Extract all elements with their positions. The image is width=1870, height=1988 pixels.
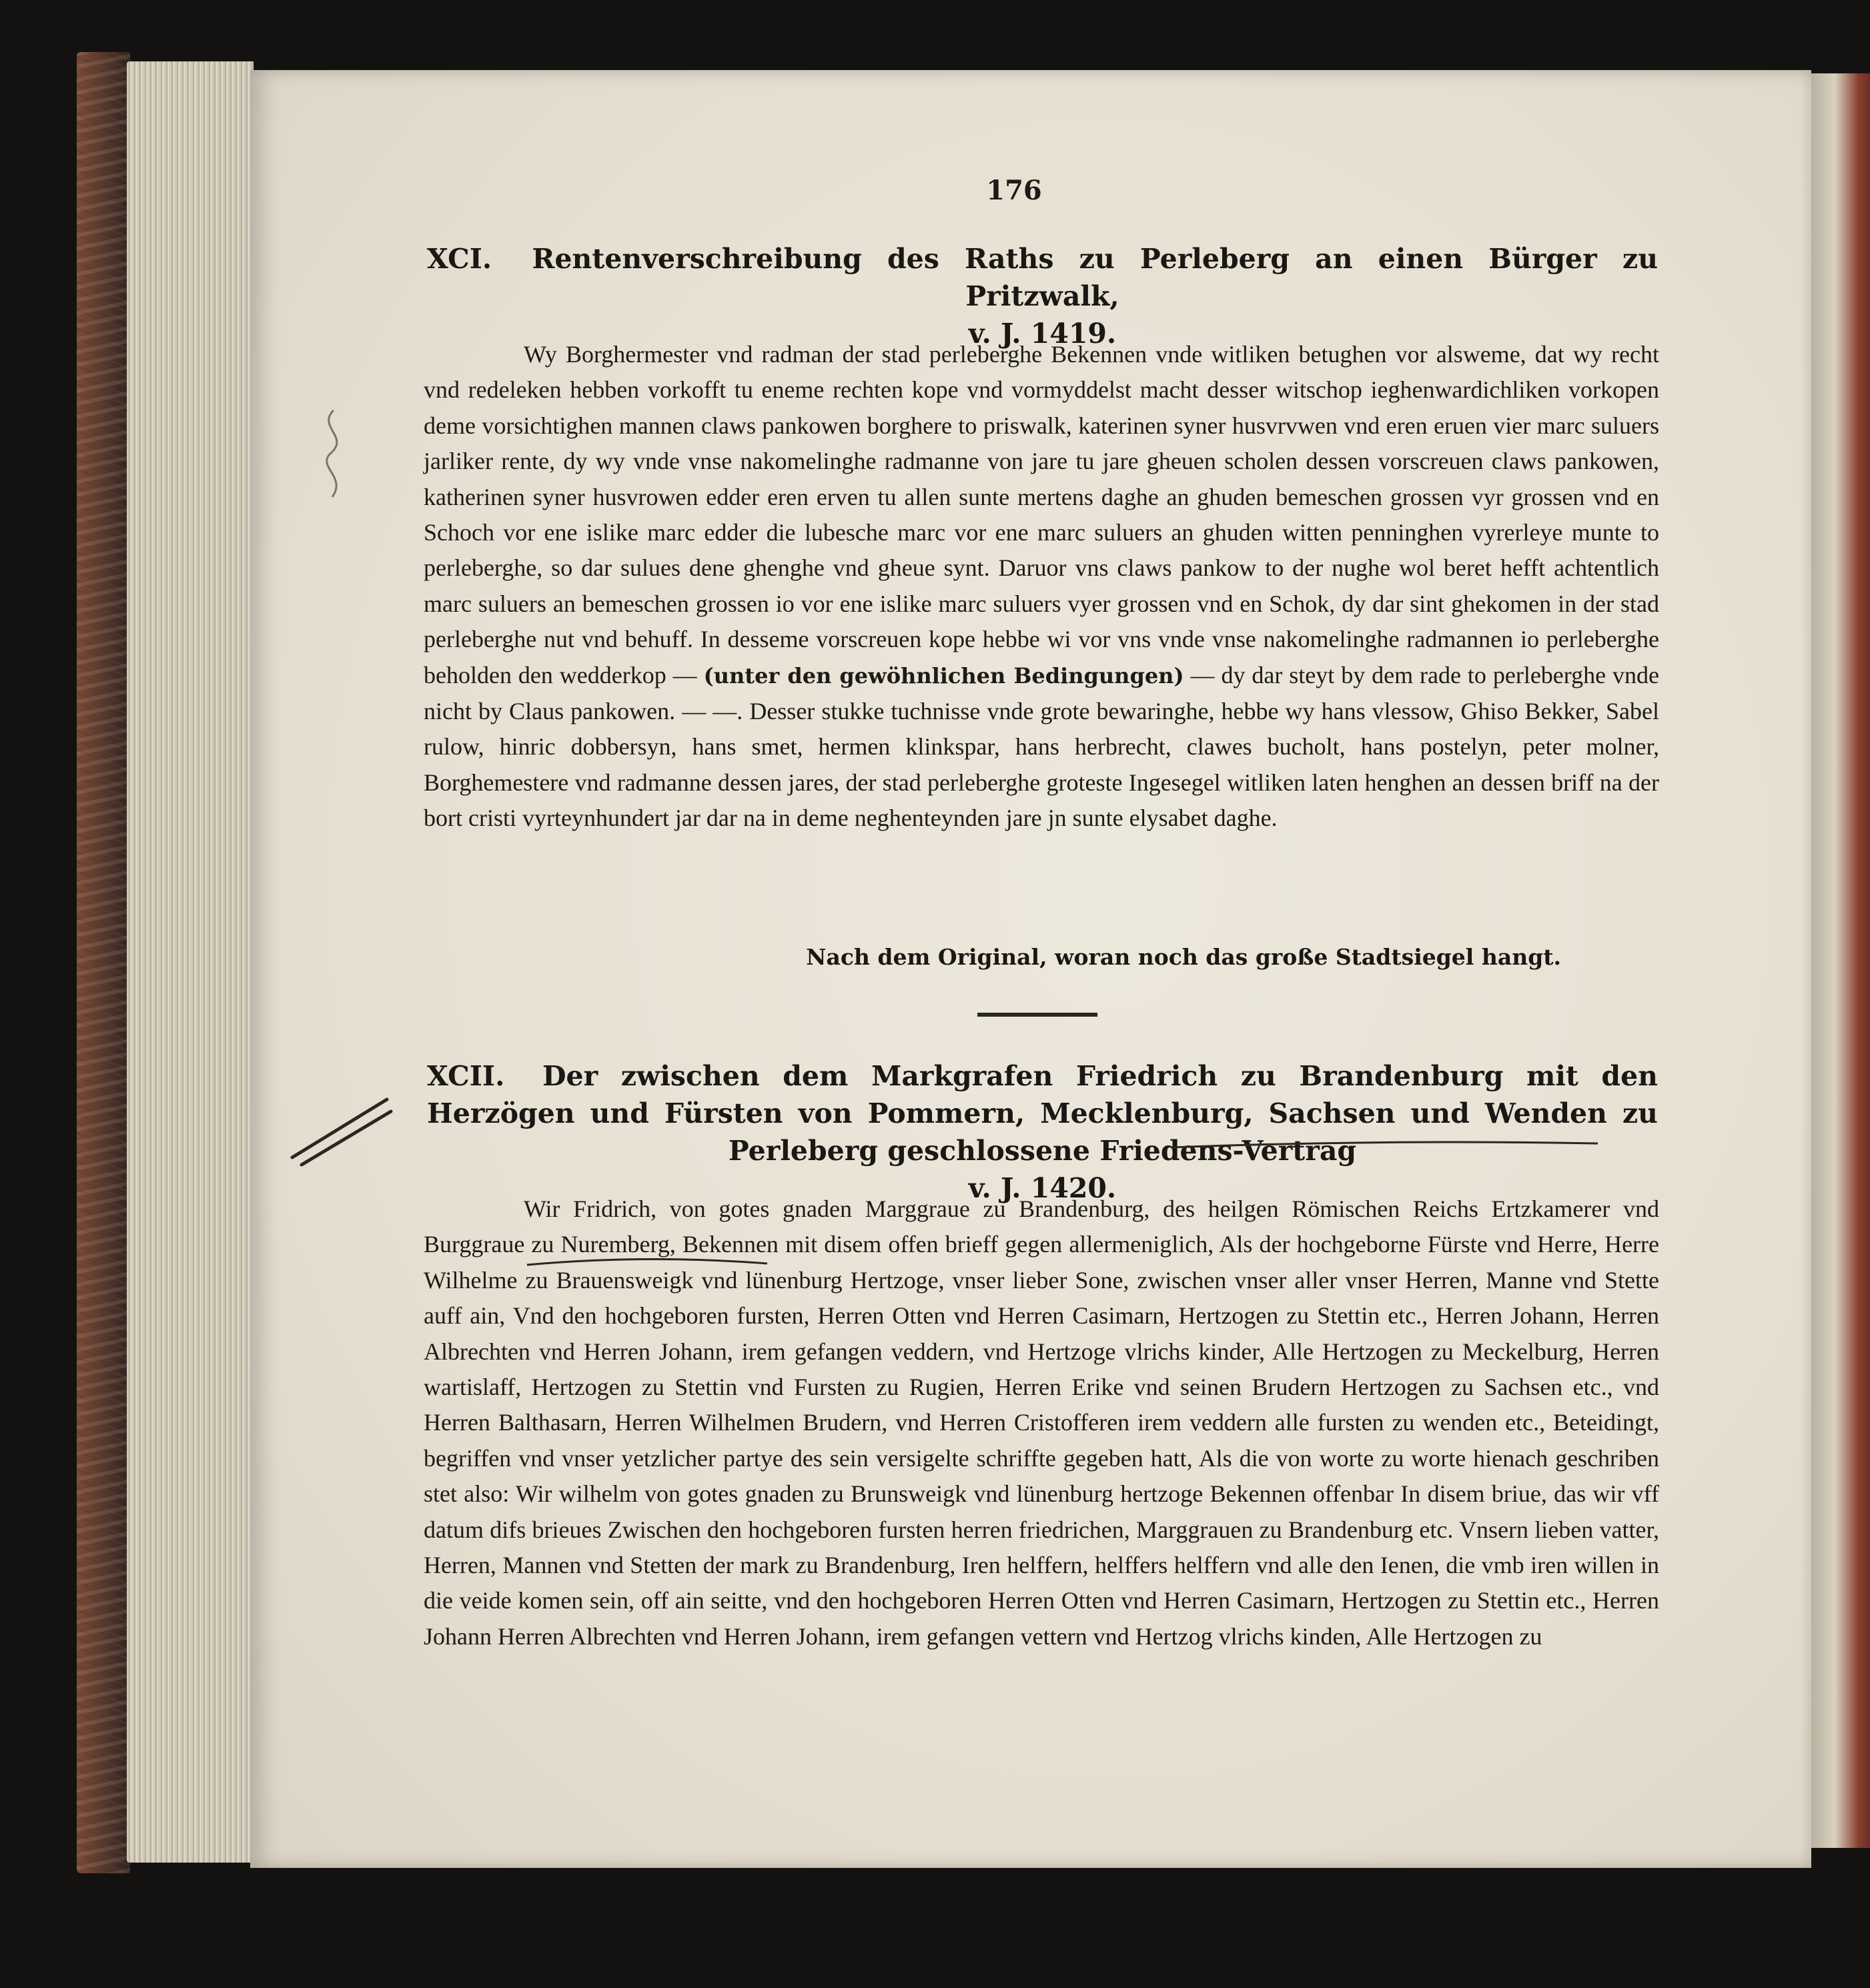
section-xci-body-emphasis: (unter den gewöhnlichen Bedingungen) [703, 662, 1184, 688]
section-xci-body-part2: — dy dar steyt by dem rade to perleberghe vnde nicht by Claus pankowen. — —. Desser stukke tuchnisse vnde grote bewaringhe, hebbe wy hans vlessow, Ghiso Bekker, Sabel rulow, hinric dobbersyn, hans smet, hermen klinkspar, hans herbrecht, clawes bucholt, hans postelyn, peter molner, Borghemestere vnd radmanne dessen jares, der stad perleberghe groteste Ingesegel witliken laten henghen an dessen briff na der bort cristi vyrteynhundert jar dar na in deme neghenteynden jare jn sunte elysabet daghe. [424, 661, 1660, 832]
facing-page-edge [1811, 73, 1870, 1848]
pencil-double-slash-mark [287, 1094, 394, 1167]
section-xcii-title: Der zwischen dem Markgrafen Friedrich zu Brandenburg mit den Herzögen und Fürsten von Pommern, Mecklenburg, Sachsen und Wenden zu Perleberg geschlossene Friedens-Vertrag [427, 1060, 1658, 1167]
section-xcii-numeral: XCII. [427, 1060, 505, 1092]
section-xci-body-part1: Wy Borghermester vnd radman der stad perleberghe Bekennen vnde witliken betughen vor alsweme, dat wy recht vnd redeleken hebben vorkofft tu eneme rechten kope vnd vormyddelst macht desser witschop ieghenwardichliken vorkopen deme vorsichtighen mannen claws pankowen borghere to priswalk, katerinen syner husvrvwen vnd eren eruen vier marc suluers jarliker rente, dy wy vnde vnse nakomelinghe radmanne von jare tu jare gheuen scholen dessen vorscreuen claws pankowen, katherinen syner husvrowen edder eren erven tu allen sunte mertens daghe an ghuden bemeschen grossen vyr grossen vnd en Schoch vor ene islike marc edder die lubesche marc vor ene marc suluers an ghuden witten penninghen vyrerleye munte to perleberghe, so dar sulues dene ghenghe vnd gheue synt. Daruor vns claws pankow to der nughe wol beret hefft achtentlich marc suluers an bemeschen grossen io vor ene islike marc suluers vyer grossen vnd en Schok, dy dar sint ghekomen in der stad perleberghe nut vnd behuff. In desseme vorscreuen kope hebbe wi vor vns vnde vnse nakomelinghe radmannen io perleberghe beholden den wedderkop — [424, 341, 1659, 688]
marbled-cover-board [77, 52, 130, 1873]
section-xci-heading [427, 240, 1658, 352]
section-xci-date: v. J. 1419. [968, 318, 1117, 350]
pencil-margin-curl [314, 407, 354, 500]
section-xci-title: Rentenverschreibung des Raths zu Perleberg an einen Bürger zu Pritzwalk, [532, 243, 1658, 312]
section-xci-source-note: Nach dem Original, woran noch das große Stadtsiegel hangt. [806, 944, 1561, 970]
page-number: 176 [986, 175, 1042, 206]
section-xcii-body: Wir Fridrich, von gotes gnaden Marggraue zu Brandenburg, des heilgen Römischen Reichs Ertzkamerer vnd Burggraue zu Nuremberg, Bekennen mit disem offen brieff gegen allermeniglich, Als der hochgeborne Fürste vnd Herre, Herre Wilhelme zu Brauensweigk vnd lünenburg Hertzoge, vnser lieber Sone, zwischen vnser aller vnser Herren, Manne vnd Stette auff ain, Vnd den hochgeboren fursten, Herren Otten vnd Herren Casimarn, Hertzogen zu Stettin etc., Herren Johann, Herren Albrechten vnd Herren Johann, irem gefangen veddern, vnd Hertzoge vlrichs kinder, Alle Hertzogen zu Meckelburg, Herren wartislaff, Hertzogen zu Stettin vnd Fursten zu Rugien, Herren Erike vnd seinen Brudern Hertzogen zu Sachsen etc., vnd Herren Balthasarn, Herren Wilhelmen Brudern, vnd Herren Cristofferen irem veddern alle fursten zu wenden etc., Beteidingt, begriffen vnd vnser yetzlicher partye des sein versigelte schriffte gegeben hatt, Als die von worte zu worte hienach geschriben stet also: Wir wilhelm von gotes gnaden zu Brunsweigk vnd lünenburg hertzoge Bekennen offenbar In disem briue, das wir vff datum difs brieues Zwischen den hochgeboren fursten herren friedrichen, Marggrauen zu Brandenburg etc. Vnsern lieben vatter, Herren, Mannen vnd Stetten der mark zu Brandenburg, Iren helffern, helffers helffern vnd alle den Ienen, die vmb iren willen in die veide komen sein, off ain seitte, vnd den hochgeboren Herren Otten vnd Herren Casimarn, Hertzogen zu Stettin etc., Herren Johann Herren Albrechten vnd Herren Johann, irem gefangen vettern vnd Hertzog vlrichs kinden, Alle Hertzogen zu [424, 1195, 1659, 1650]
section-xci-body [424, 337, 1659, 837]
page-edges [127, 61, 254, 1863]
pencil-text-underline [524, 1252, 771, 1272]
section-xci-numeral: XCI. [427, 243, 492, 275]
section-divider-rule [977, 1013, 1097, 1017]
pencil-title-underline [1167, 1134, 1601, 1154]
section-xcii-heading [427, 1057, 1658, 1207]
section-xcii-date: v. J. 1420. [968, 1172, 1117, 1204]
